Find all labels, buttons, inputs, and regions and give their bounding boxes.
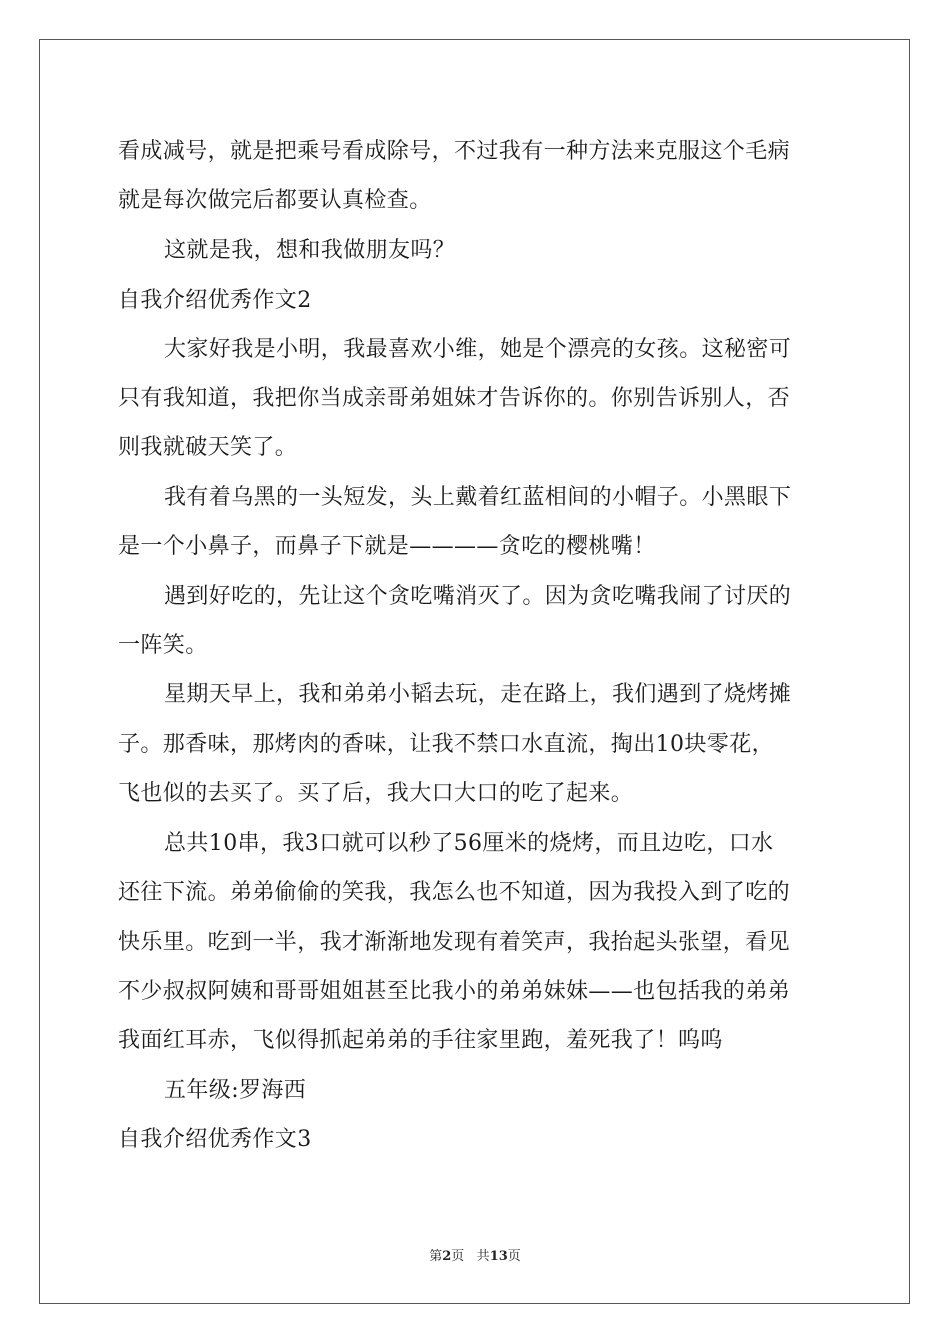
text-line: 只有我知道，我把你当成亲哥弟姐妹才告诉你的。你别告诉别人，否 <box>118 386 791 411</box>
page-label-unit: 页 <box>451 1249 465 1264</box>
text-line: 五年级:罗海西 <box>164 1078 307 1103</box>
text-line: 则我就破天笑了。 <box>118 435 298 460</box>
text-line: 一阵笑。 <box>118 633 208 658</box>
text-line: 总共10串，我3口就可以秒了56厘米的烧烤，而且边吃，口水 <box>164 831 774 856</box>
page-border <box>39 39 910 1304</box>
section-heading: 自我介绍优秀作文3 <box>118 1127 312 1152</box>
text-line: 我有着乌黑的一头短发，头上戴着红蓝相间的小帽子。小黑眼下 <box>164 485 792 510</box>
total-label-prefix: 共 <box>476 1249 490 1264</box>
text-line: 看成减号，就是把乘号看成除号，不过我有一种方法来克服这个毛病 <box>118 139 791 164</box>
text-line: 飞也似的去买了。买了后，我大口大口的吃了起来。 <box>118 781 634 806</box>
text-line: 大家好我是小明，我最喜欢小维，她是个漂亮的女孩。这秘密可 <box>164 337 792 362</box>
text-line: 快乐里。吃到一半，我才渐渐地发现有着笑声，我抬起头张望，看见 <box>118 930 791 955</box>
total-pages-number: 13 <box>489 1249 508 1264</box>
section-heading: 自我介绍优秀作文2 <box>118 288 312 313</box>
total-label-unit: 页 <box>507 1249 521 1264</box>
text-line: 我面红耳赤，飞似得抓起弟弟的手往家里跑，羞死我了！呜呜 <box>118 1028 723 1053</box>
text-line: 不少叔叔阿姨和哥哥姐姐甚至比我小的弟弟妹妹——也包括我的弟弟 <box>118 979 791 1004</box>
text-line: 是一个小鼻子，而鼻子下就是————贪吃的樱桃嘴！ <box>118 534 656 559</box>
text-line: 遇到好吃的，先让这个贪吃嘴消灭了。因为贪吃嘴我闹了讨厌的 <box>164 584 792 609</box>
text-line: 子。那香味，那烤肉的香味，让我不禁口水直流，掏出10块零花， <box>118 732 774 757</box>
page-label-prefix: 第 <box>429 1249 443 1264</box>
text-line: 还往下流。弟弟偷偷的笑我，我怎么也不知道，因为我投入到了吃的 <box>118 880 791 905</box>
page-footer <box>0 1248 950 1266</box>
text-line: 这就是我，想和我做朋友吗？ <box>164 238 456 263</box>
text-line: 就是每次做完后都要认真检查。 <box>118 188 432 213</box>
current-page-number: 2 <box>442 1249 452 1264</box>
text-line: 星期天早上，我和弟弟小韬去玩，走在路上，我们遇到了烧烤摊 <box>164 682 792 707</box>
